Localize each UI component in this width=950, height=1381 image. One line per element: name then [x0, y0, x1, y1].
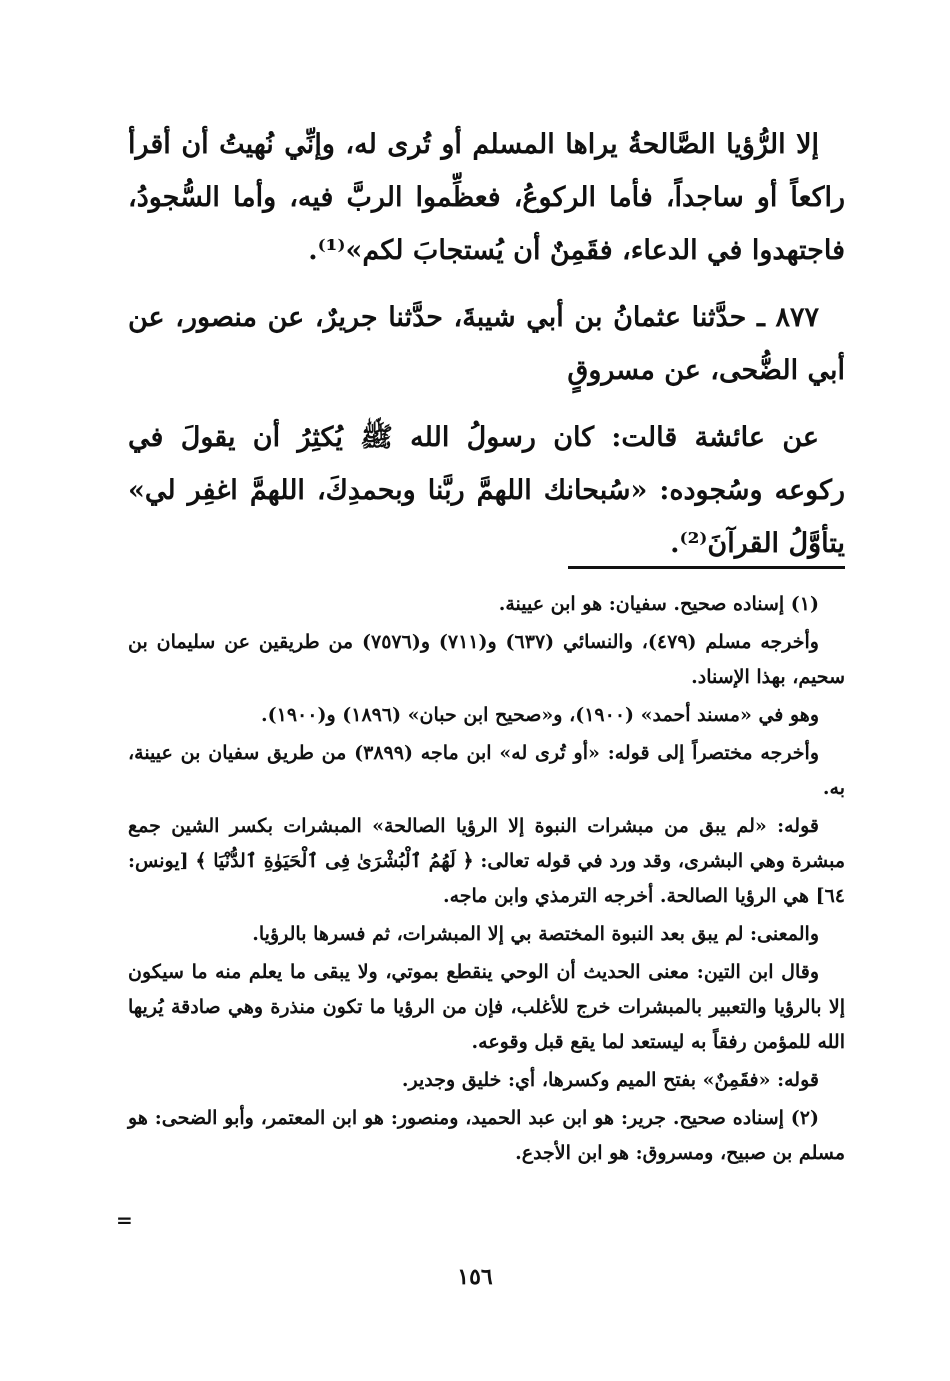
- hadith-chain-877: ٨٧٧ ـ حدَّثنا عثمانُ بن أبي شيبةَ، حدَّثنا جريرٌ، عن منصور، عن أبي الضُّحى، عن مسروقٍ: [128, 302, 845, 386]
- footnotes: [128, 587, 845, 1171]
- footnote-line: وقال ابن التين: معنى الحديث أن الوحي ينقطع بموتي، ولا يبقى ما يعلم منه ما سيكون إلا بالرؤيا والتعبير بالمبشرات خرج للأغلب، فإن من الرؤيا ما تكون منذرة وهي صادقة يُريها الله للمؤمن رفقاً به ليستعد لما يقع قبل وقوعه.: [128, 961, 845, 1053]
- footnote-line: وهو في «مسند أحمد» (١٩٠٠)، و«صحيح ابن حبان» (١٨٩٦) و(١٩٠٠).: [261, 704, 819, 726]
- page-number: ١٥٦: [457, 1264, 493, 1290]
- footnote-line: وأخرجه مختصراً إلى قوله: «أو تُرى له» ابن ماجه (٣٨٩٩) من طريق سفيان بن عيينة، به.: [128, 742, 845, 799]
- continuation-marker: =: [116, 1208, 133, 1232]
- footnote-line: قوله: «فقَمِنٌ» بفتح الميم وكسرها، أي: خليق وجدير.: [401, 1069, 819, 1091]
- main-paragraph-1: إلا الرُّؤيا الصَّالحةُ يراها المسلم أو تُرى له، وإنِّي نُهيتُ أن أقرأ راكعاً أو ساجداً، فأما الركوعُ، فعظِّموا الربَّ فيه، وأما السُّجودُ، فاجتهدوا في الدعاء، فقَمِنٌ أن يُستجابَ لكم»⁽¹⁾.: [128, 129, 845, 266]
- main-text: [128, 118, 845, 570]
- footnote-divider: [568, 566, 845, 569]
- hadith-text-877: عن عائشة قالت: كان رسولُ الله ﷺ يُكثِرُ أن يقولَ في ركوعه وسُجوده: «سُبحانك اللهمَّ ربَّنا وبحمدِكَ، اللهمَّ اغفِر لي» يتأوَّلُ القرآنَ⁽²⁾.: [128, 422, 845, 559]
- footnote-line: والمعنى: لم يبق بعد النبوة المختصة بي إلا المبشرات، ثم فسرها بالرؤيا.: [252, 923, 819, 945]
- footnote-line: قوله: «لم يبق من مبشرات النبوة إلا الرؤيا الصالحة» المبشرات بكسر الشين جمع مبشرة وهي البشرى، وقد ورد في قوله تعالى: ﴿ لَهُمُ ٱلْبُشْرَىٰ فِى ٱلْحَيَوٰةِ ٱلدُّنْيَا ﴾ [يونس: ٦٤] هي الرؤيا الصالحة. أخرجه الترمذي وابن ماجه.: [128, 815, 845, 907]
- footnote-1: (١) إسناده صحيح. سفيان: هو ابن عيينة.: [498, 593, 819, 615]
- footnote-2: (٢) إسناده صحيح. جرير: هو ابن عبد الحميد، ومنصور: هو ابن المعتمر، وأبو الضحى: هو مسلم بن صبيح، ومسروق: هو ابن الأجدع.: [128, 1107, 845, 1164]
- footnote-line: وأخرجه مسلم (٤٧٩)، والنسائي (٦٣٧) و(٧١١) و(٧٥٧٦) من طريقين عن سليمان بن سحيم، بهذا الإسناد.: [128, 631, 845, 688]
